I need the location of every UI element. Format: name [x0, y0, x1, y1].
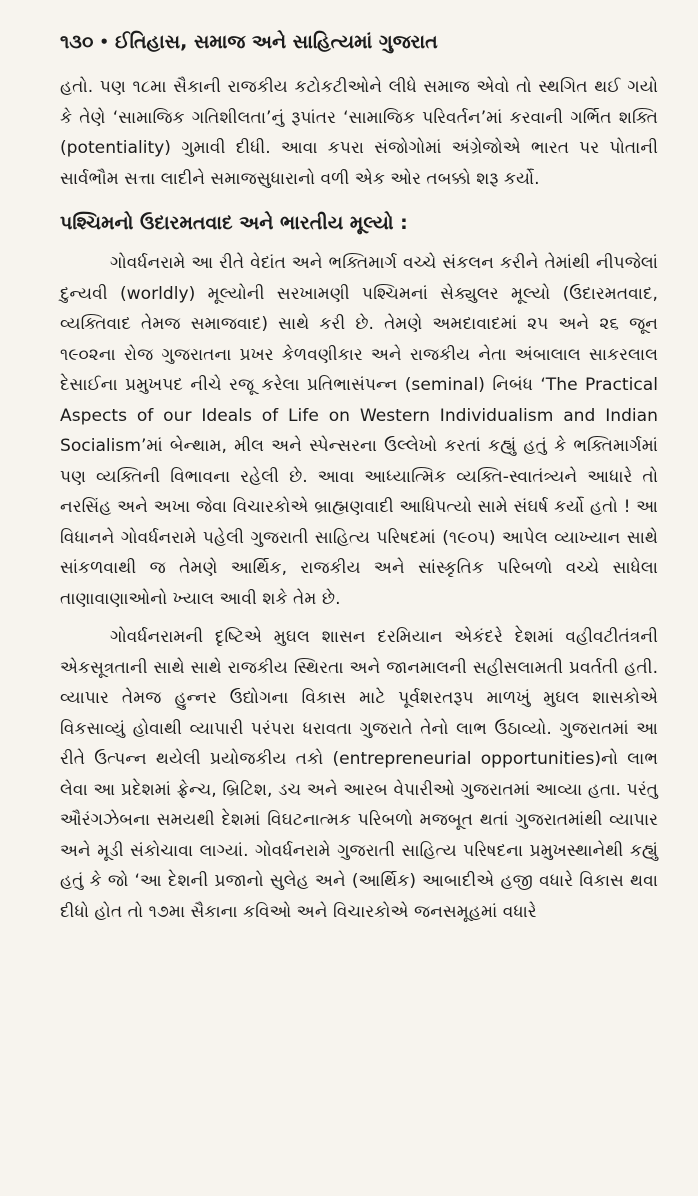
running-header [60, 22, 658, 62]
section-heading: પશ્ચિમનો ઉદારમતવાદ અને ભારતીય મૂલ્યો : [60, 212, 408, 234]
paragraph-1: હતો. પણ ૧૮મા સૈકાની રાજકીય કટોકટીઓને લીધે સમાજ એવો તો સ્થગિત થઈ ગયો કે તેણે ‘સામાજિક ગતિશીલતા’નું રૂપાંતર ‘સામાજિક પરિવર્તન’માં કરવાની ગર્ભિત શક્તિ (potentiality) ગુમાવી દીધી. આવા કપરા સંજોગોમાં અંગ્રેજોએ ભારત પર પોતાની સાર્વભૌમ સત્તા લાદીને સમાજસુધારાનો વળી એક ઓર તબક્કો શરૂ કર્યો. [60, 77, 658, 189]
paragraph-2: ગોવર્ધનરામે આ રીતે વેદાંત અને ભક્તિમાર્ગ વચ્ચે સંકલન કરીને તેમાંથી નીપજેલાં દુન્યવી (worldly) મૂલ્યોની સરખામણી પશ્ચિમનાં સેક્યુલર મૂલ્યો (ઉદારમતવાદ, વ્યક્તિવાદ તેમજ સમાજવાદ) સાથે કરી છે. તેમણે અમદાવાદમાં ૨૫ અને ૨૬ જૂન ૧૯૦૨ના રોજ ગુજરાતના પ્રખર કેળવણીકાર અને રાજકીય નેતા અંબાલાલ સાકરલાલ દેસાઈના પ્રમુખપદ નીચે રજૂ કરેલા પ્રતિભાસંપન્ન (seminal) નિબંધ ‘The Practical Aspects of our Ideals of Life on Western Individualism and Indian Socialism’માં બેન્થામ, મીલ અને સ્પેન્સરના ઉલ્લેખો કરતાં કહ્યું હતું કે ભક્તિમાર્ગમાં પણ વ્યક્તિની વિભાવના રહેલી છે. આવા આધ્યાત્મિક વ્યક્તિ-સ્વાતંત્ર્યને આધારે તો નરસિંહ અને અખા જેવા વિચારકોએ બ્રાહ્મણવાદી આધિપત્યો સામે સંઘર્ષ કર્યો હતો ! આ વિધાનને ગોવર્ધનરામે પહેલી ગુજરાતી સાહિત્ય પરિષદમાં (૧૯૦૫) આપેલ વ્યાખ્યાન સાથે સાંકળવાથી જ તેમણે આર્થિક, રાજકીય અને સાંસ્કૃતિક પરિબળો વચ્ચે સાધેલા તાણાવાણાઓનો ખ્યાલ આવી શકે તેમ છે. [60, 253, 658, 609]
paragraph-spacer [60, 614, 658, 622]
paragraph-3: ગોવર્ધનરામની દૃષ્ટિએ મુઘલ શાસન દરમિયાન એકંદરે દેશમાં વહીવટીતંત્રની એકસૂત્રતાની સાથે સાથે રાજકીય સ્થિરતા અને જાનમાલની સહીસલામતી પ્રવર્તતી હતી. વ્યાપાર તેમજ હુન્નર ઉદ્યોગના વિકાસ માટે પૂર્વશરતરૂપ માળખું મુઘલ શાસકોએ વિકસાવ્યું હોવાથી વ્યાપારી પરંપરા ધરાવતા ગુજરાતે તેનો લાભ ઉઠાવ્યો. ગુજરાતમાં આ રીતે ઉત્પન્ન થયેલી પ્રયોજકીય તકો (entrepreneurial opportunities)નો લાભ લેવા આ પ્રદેશમાં ફ્રેન્ચ, બ્રિટિશ, ડચ અને આરબ વેપારીઓ ગુજરાતમાં આવ્યા હતા. પરંતુ ઔરંગઝેબના સમયથી દેશમાં વિઘટનાત્મક પરિબળો મજબૂત થતાં ગુજરાતમાંથી વ્યાપાર અને મૂડી સંકોચાવા લાગ્યાં. ગોવર્ધનરામે ગુજરાતી સાહિત્ય પરિષદના પ્રમુખસ્થાનેથી કહ્યું હતું કે જો ‘આ દેશની પ્રજાનો સુલેહ અને (આર્થિક) આબાદીએ હજી વધારે વિકાસ થવા દીધો હોત તો ૧૭મા સૈકાના કવિઓ અને વિચારકોએ જનસમૂહમાં વધારે [60, 627, 658, 922]
book-title: ઈતિહાસ, સમાજ અને સાહિત્યમાં ગુજરાત [115, 31, 438, 53]
page-number: ૧૩૦ [60, 31, 94, 53]
header-separator: • [99, 33, 109, 51]
